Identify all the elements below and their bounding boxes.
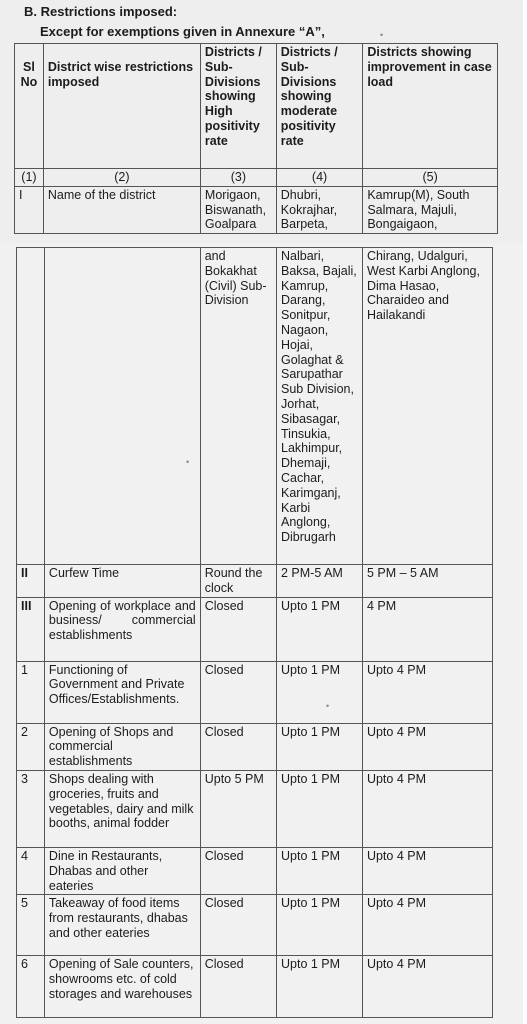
district-row-label: Name of the district <box>43 186 200 233</box>
row-sl: 3 <box>17 770 45 847</box>
row-improvement: Upto 4 PM <box>362 723 492 770</box>
row-moderate: Upto 1 PM <box>277 597 363 661</box>
row-high: Closed <box>200 597 276 661</box>
row-high: Closed <box>200 723 276 770</box>
row-moderate: Upto 1 PM <box>277 895 363 956</box>
high-positivity-districts: Morigaon, Biswanath, Goalpara <box>200 186 276 233</box>
row-moderate: Upto 1 PM <box>277 956 363 1018</box>
table-row <box>17 565 493 598</box>
section-title: B. Restrictions imposed: <box>24 4 178 19</box>
row-sl: 5 <box>17 895 45 956</box>
row-improvement: Upto 4 PM <box>362 847 492 894</box>
row-moderate: Upto 1 PM <box>277 723 363 770</box>
scan-speck: • <box>380 30 384 40</box>
row-item: Takeaway of food items from restaurants, dhabas and other eateries <box>44 895 200 956</box>
header-improvement: Districts showing improvement in case load <box>363 44 498 169</box>
row-item: Functioning of Government and Private Offices/Establishments. <box>44 661 200 723</box>
row-sl: 2 <box>17 723 45 770</box>
column-number: (3) <box>200 169 276 187</box>
district-row-sl: I <box>15 186 44 233</box>
moderate-positivity-districts-cont: Nalbari, Baksa, Bajali, Kamrup, Darang, Sonitpur, Nagaon, Hojai, Golaghat & Sarupathar Sub Division, Jorhat, Sibasagar, Tinsukia, Lakhimpur, Dhemaji, Cachar, Karimganj, Karbi Anglong, Dibrugarh <box>277 248 363 565</box>
row-sl: 1 <box>17 661 45 723</box>
restrictions-table-header-part <box>14 43 498 234</box>
improving-districts-cont: Chirang, Udalguri, West Karbi Anglong, Dima Hasao, Charaideo and Hailakandi <box>362 248 492 565</box>
row-item: Opening of workplace and business/ commercial establishments <box>44 597 200 661</box>
row-improvement: Upto 4 PM <box>362 895 492 956</box>
row-high: Upto 5 PM <box>200 770 276 847</box>
column-number: (5) <box>363 169 498 187</box>
row-improvement: 5 PM – 5 AM <box>362 565 492 598</box>
header-sl-no: Sl No <box>15 44 44 169</box>
document-page-top <box>0 0 523 243</box>
column-number: (4) <box>276 169 363 187</box>
scan-speck: • <box>186 457 190 467</box>
row-sl: 6 <box>17 956 45 1018</box>
row-high: Closed <box>200 847 276 894</box>
header-moderate-positivity: Districts / Sub-Divisions showing moderate positivity rate <box>276 44 363 169</box>
scan-speck: • <box>326 701 330 711</box>
row-improvement: Upto 4 PM <box>362 956 492 1018</box>
high-positivity-districts-cont: and Bokakhat (Civil) Sub-Division <box>200 248 276 565</box>
row-high: Closed <box>200 661 276 723</box>
district-row <box>15 186 498 233</box>
header-high-positivity: Districts / Sub-Divisions showing High positivity rate <box>200 44 276 169</box>
district-row-label-cont <box>44 248 200 565</box>
table-row <box>17 895 493 956</box>
moderate-positivity-districts: Dhubri, Kokrajhar, Barpeta, <box>276 186 363 233</box>
exemption-subtitle: Except for exemptions given in Annexure “A”, <box>40 24 325 39</box>
row-item: Dine in Restaurants, Dhabas and other eateries <box>44 847 200 894</box>
column-number: (2) <box>43 169 200 187</box>
row-item: Opening of Sale counters, showrooms etc. of cold storages and warehouses <box>44 956 200 1018</box>
row-item: Opening of Shops and commercial establishments <box>44 723 200 770</box>
row-sl: II <box>17 565 45 598</box>
row-moderate: 2 PM-5 AM <box>277 565 363 598</box>
column-number-row <box>15 169 498 187</box>
table-row <box>17 847 493 894</box>
row-moderate: Upto 1 PM <box>277 770 363 847</box>
table-row <box>17 723 493 770</box>
district-row-continued <box>17 248 493 565</box>
row-improvement: Upto 4 PM <box>362 661 492 723</box>
restrictions-table-continued <box>16 247 493 1018</box>
row-high: Closed <box>200 956 276 1018</box>
table-row <box>17 597 493 661</box>
district-row-sl-cont <box>17 248 45 565</box>
row-high: Round the clock <box>200 565 276 598</box>
row-sl: III <box>17 597 45 661</box>
table-row <box>17 956 493 1018</box>
row-item: Shops dealing with groceries, fruits and vegetables, dairy and milk booths, animal fodder <box>44 770 200 847</box>
table-row <box>17 661 493 723</box>
row-improvement: 4 PM <box>362 597 492 661</box>
document-page-continued <box>0 243 523 1024</box>
header-restrictions: District wise restrictions imposed <box>43 44 200 169</box>
row-improvement: Upto 4 PM <box>362 770 492 847</box>
row-item: Curfew Time <box>44 565 200 598</box>
table-header-row <box>15 44 498 169</box>
table-row <box>17 770 493 847</box>
row-moderate: Upto 1 PM <box>277 847 363 894</box>
row-high: Closed <box>200 895 276 956</box>
column-number: (1) <box>15 169 44 187</box>
row-moderate: Upto 1 PM <box>277 661 363 723</box>
row-sl: 4 <box>17 847 45 894</box>
improving-districts: Kamrup(M), South Salmara, Majuli, Bongaigaon, <box>363 186 498 233</box>
